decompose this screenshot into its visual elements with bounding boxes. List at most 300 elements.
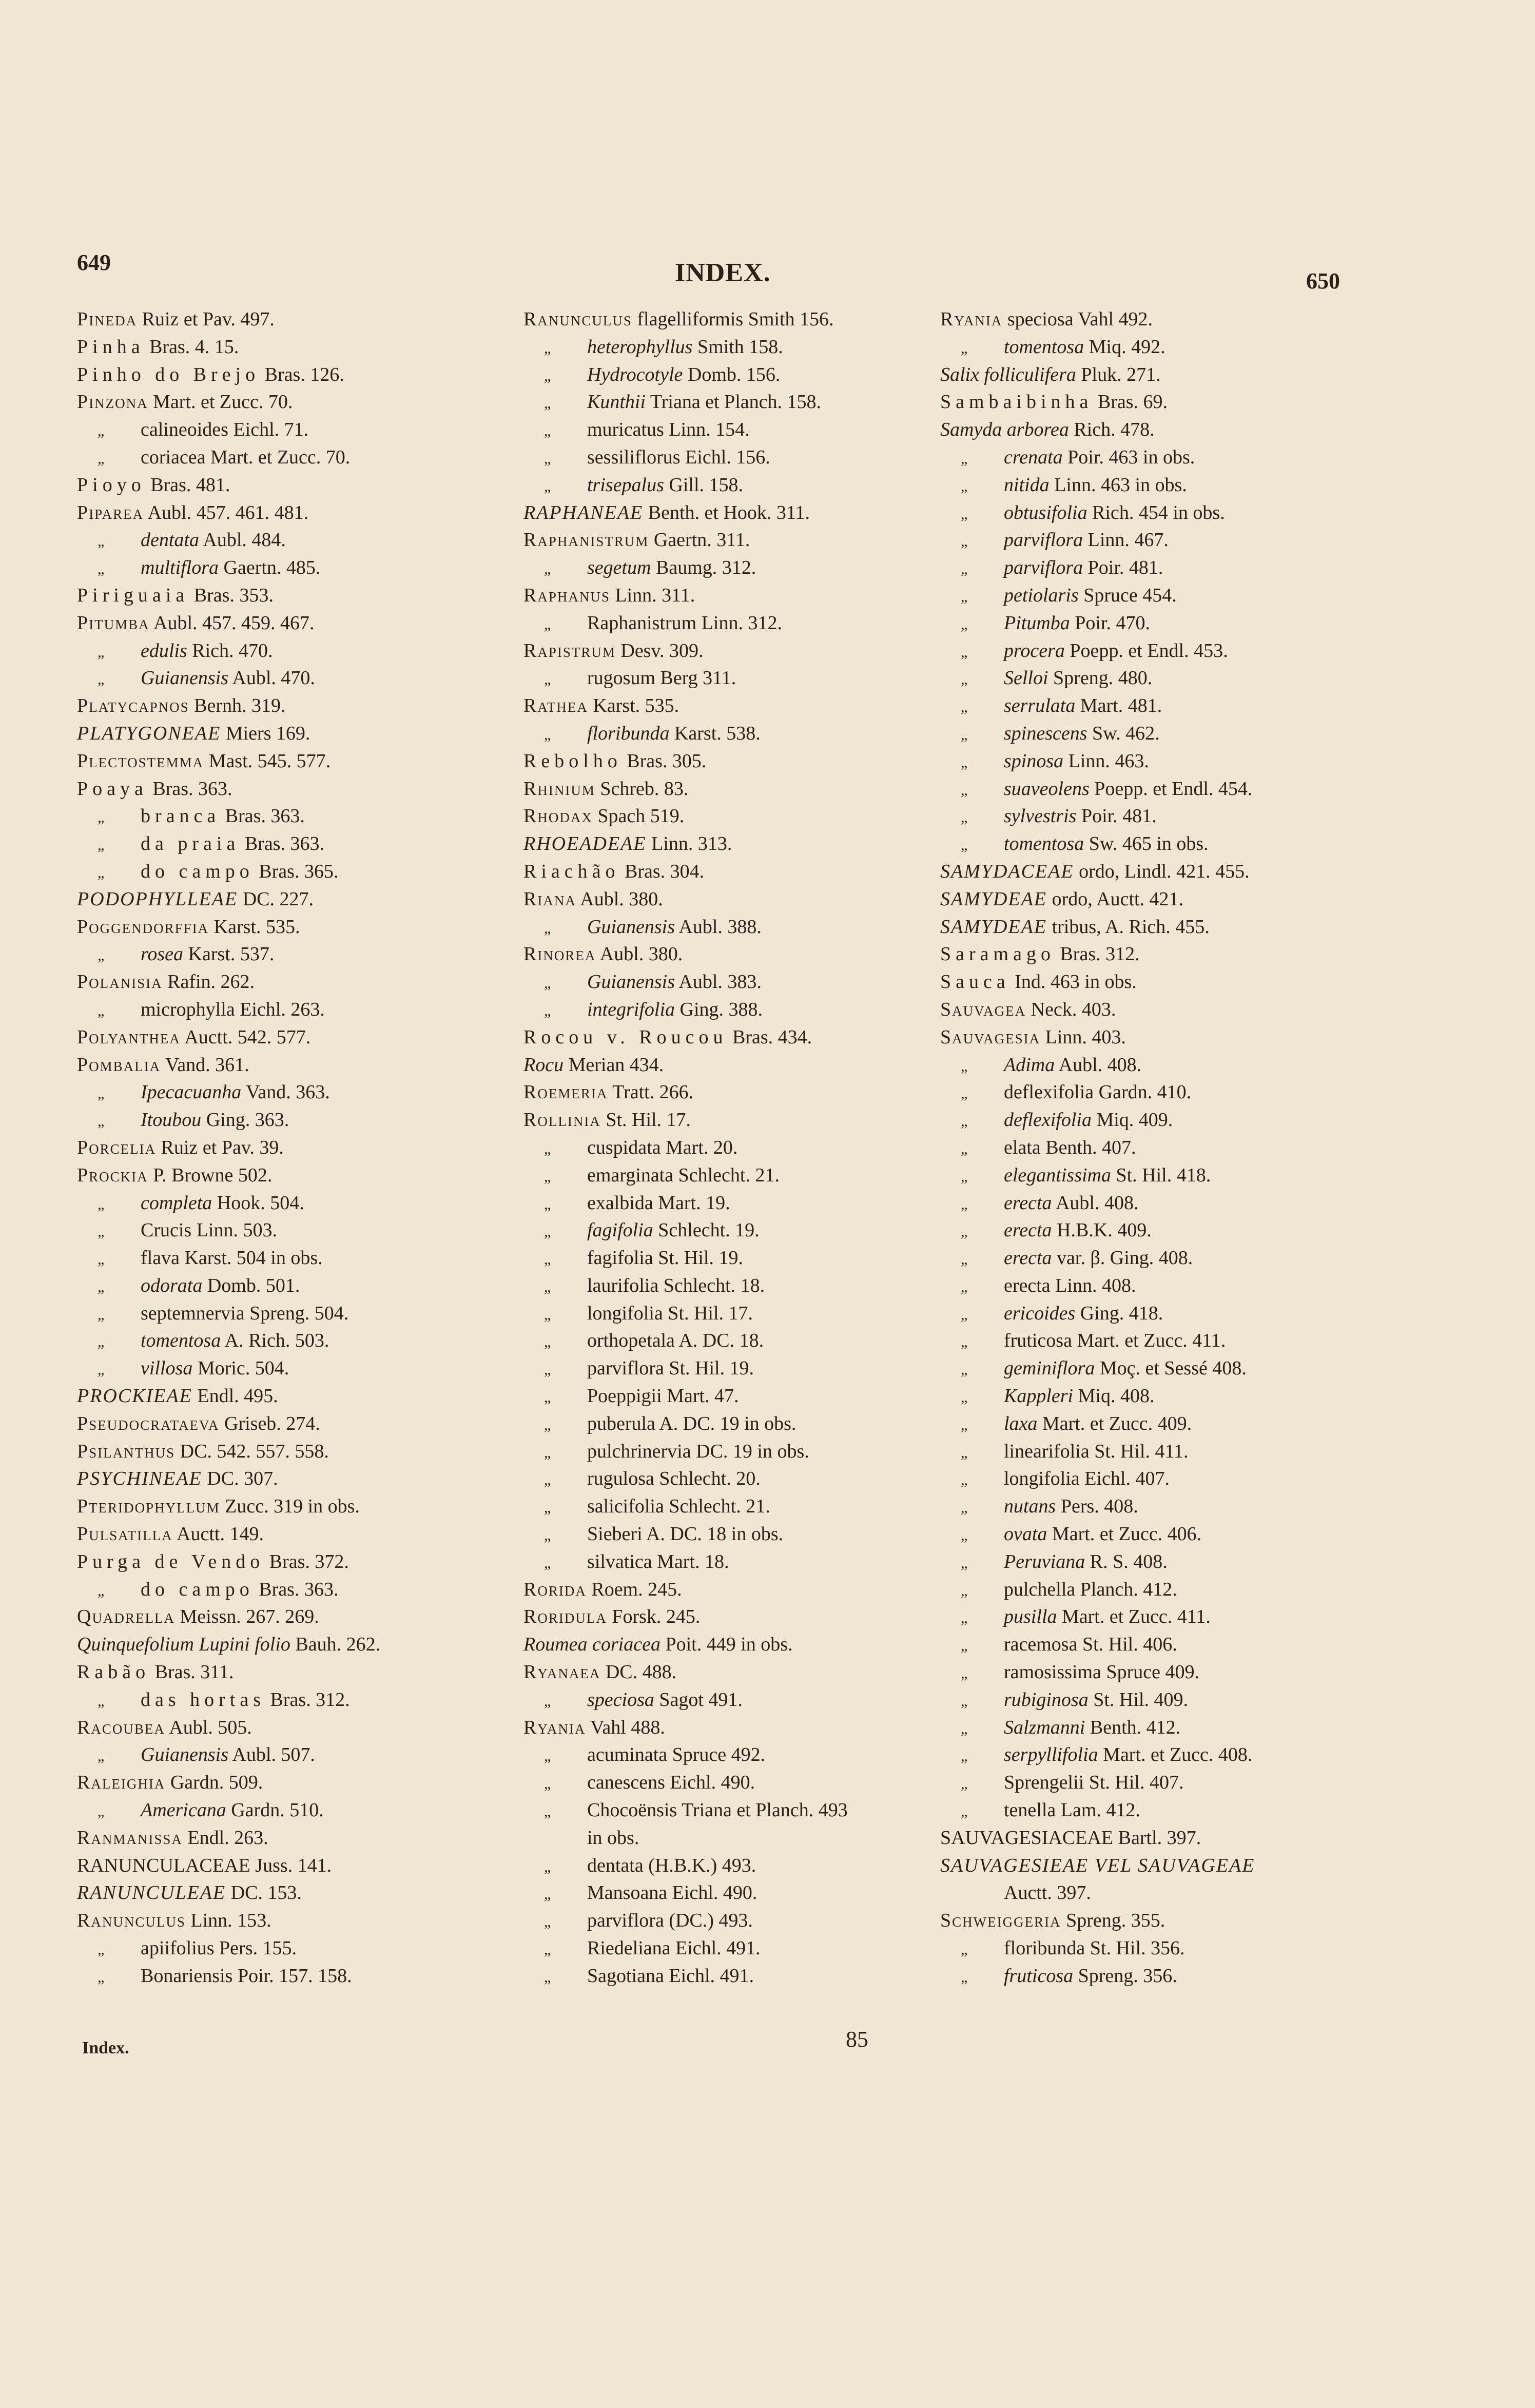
entry-reference: Gaertn. 485. — [223, 557, 321, 579]
index-entry — [523, 1024, 985, 1052]
index-entry — [77, 775, 539, 803]
entry-name: rugosum — [587, 667, 655, 689]
index-entry — [523, 830, 985, 858]
entry-reference: P. Browne 502. — [153, 1164, 273, 1186]
entry-name: Guianensis — [141, 1744, 228, 1766]
entry-name: elata — [1004, 1136, 1041, 1158]
index-entry — [523, 444, 985, 472]
index-entry — [523, 1714, 985, 1742]
entry-name: Pinha — [77, 336, 145, 358]
entry-name: erecta — [1004, 1192, 1052, 1214]
index-entry — [523, 968, 985, 996]
index-entry — [77, 1134, 539, 1162]
ditto-mark: „ — [544, 1941, 551, 1958]
ditto-mark: „ — [961, 698, 968, 716]
entry-reference: Aubl. 484. — [203, 529, 286, 551]
index-entry — [77, 692, 539, 720]
entry-name: Sieberi — [587, 1523, 643, 1545]
ditto-mark: „ — [98, 1692, 105, 1710]
index-entry — [523, 1659, 985, 1686]
index-entry — [523, 1217, 985, 1245]
entry-reference: Bras. 305. — [627, 750, 707, 772]
index-entry — [523, 914, 985, 941]
entry-name: multiflora — [141, 557, 219, 579]
ditto-mark: „ — [544, 1747, 551, 1765]
ditto-mark: „ — [961, 588, 968, 605]
index-entry — [940, 830, 1402, 858]
ditto-mark: „ — [544, 615, 551, 633]
index-entry — [523, 1493, 985, 1521]
ditto-mark: „ — [961, 1692, 968, 1710]
entry-reference: Bras. 69. — [1097, 391, 1168, 413]
entry-name: Roridula — [523, 1606, 607, 1628]
index-entry — [940, 1521, 1402, 1548]
ditto-mark: „ — [544, 1333, 551, 1351]
entry-reference: Triana et Planch. 493 — [682, 1799, 848, 1821]
entry-reference: A. Rich. 503. — [224, 1330, 329, 1352]
entry-reference: Linn. 503. — [196, 1219, 277, 1241]
ditto-mark: „ — [98, 671, 105, 688]
entry-name: parviflora — [587, 1357, 664, 1380]
entry-reference: Eichl. 491. — [669, 1965, 754, 1987]
entry-reference: St. Hil. 356. — [1090, 1937, 1185, 1959]
index-entry — [940, 1493, 1402, 1521]
index-entry — [940, 416, 1402, 444]
index-entry — [523, 1631, 985, 1659]
index-entry — [940, 554, 1402, 582]
index-entry — [77, 665, 539, 692]
entry-name: Rocu — [523, 1054, 564, 1076]
entry-reference: Eichl. 490. — [670, 1772, 755, 1794]
ditto-mark: „ — [98, 1278, 105, 1295]
index-entry — [77, 1245, 539, 1272]
index-entry — [940, 1797, 1402, 1824]
entry-reference: Poir. 481. — [1081, 805, 1157, 827]
entry-reference: Miq. 409. — [1096, 1109, 1173, 1131]
index-entry — [77, 1879, 539, 1907]
entry-reference: Juss. 141. — [255, 1854, 332, 1876]
index-entry — [77, 334, 539, 361]
ditto-mark: „ — [98, 560, 105, 578]
index-entry — [77, 444, 539, 472]
entry-reference: Spruce 492. — [672, 1744, 766, 1766]
index-entry — [77, 803, 539, 830]
entry-reference: Bartl. 397. — [1118, 1827, 1201, 1849]
entry-reference: Mart. 19. — [658, 1192, 730, 1214]
entry-reference: St. Hil. 409. — [1093, 1688, 1188, 1711]
entry-name: Ryania — [523, 1716, 586, 1738]
ditto-mark: „ — [544, 1361, 551, 1378]
index-entry — [523, 610, 985, 637]
index-entry — [940, 665, 1402, 692]
ditto-mark: „ — [98, 947, 105, 964]
ditto-mark: „ — [544, 1223, 551, 1240]
index-entry — [77, 1272, 539, 1300]
index-entry — [523, 1079, 985, 1106]
index-entry — [77, 1024, 539, 1052]
entry-reference: Roem. 245. — [591, 1578, 682, 1600]
index-entry — [77, 858, 539, 886]
index-entry — [523, 416, 985, 444]
entry-reference: Aubl. 457. 459. 467. — [153, 612, 315, 634]
entry-name: Samyda arborea — [940, 419, 1069, 441]
entry-reference: tribus, A. Rich. 455. — [1052, 916, 1210, 938]
ditto-mark: „ — [98, 450, 105, 467]
ditto-mark: „ — [961, 1057, 968, 1075]
entry-name: Mansoana — [587, 1882, 668, 1904]
entry-name: obtusifolia — [1004, 501, 1087, 523]
index-entry — [523, 748, 985, 775]
ditto-mark: „ — [961, 1361, 968, 1378]
index-entry — [523, 554, 985, 582]
entry-name: apiifolius — [141, 1937, 215, 1959]
index-entry — [77, 416, 539, 444]
index-entry — [940, 1438, 1402, 1466]
ditto-mark: „ — [544, 1389, 551, 1406]
entry-name: Psilanthus — [77, 1440, 176, 1462]
index-entry — [523, 637, 985, 665]
index-entry — [77, 996, 539, 1024]
entry-name: Rollinia — [523, 1109, 601, 1131]
entry-name: dentata — [587, 1854, 644, 1876]
ditto-mark: „ — [544, 1886, 551, 1903]
entry-name: Pseudocrataeva — [77, 1412, 220, 1434]
index-entry — [940, 1631, 1402, 1659]
entry-name: floribunda — [587, 722, 670, 744]
ditto-mark: „ — [544, 1775, 551, 1793]
index-entry — [77, 1852, 539, 1880]
entry-name: Pinzona — [77, 391, 148, 413]
ditto-mark: „ — [98, 1113, 105, 1130]
entry-name: Guianensis — [587, 971, 675, 993]
entry-name: Raleighia — [77, 1772, 166, 1794]
entry-name: Sauvagea — [940, 998, 1026, 1020]
entry-name: tenella — [1004, 1799, 1056, 1821]
entry-reference: Bras. 311. — [154, 1661, 234, 1683]
entry-reference: Mart. et Zucc. 70. — [210, 446, 351, 468]
index-entry — [77, 1410, 539, 1438]
entry-name: SAMYDACEAE — [940, 860, 1074, 882]
entry-name: erecta — [1004, 1274, 1051, 1296]
ditto-mark: „ — [544, 1527, 551, 1544]
entry-reference: Bras. 363. — [244, 833, 324, 855]
index-entry — [523, 996, 985, 1024]
ditto-mark: „ — [961, 1720, 968, 1737]
index-entry — [940, 1245, 1402, 1272]
entry-name: RAPHANEAE — [523, 501, 644, 523]
entry-name: RANUNCULACEAE — [77, 1854, 250, 1876]
entry-reference: Aubl. 380. — [580, 888, 663, 910]
entry-reference: Linn. 312. — [701, 612, 782, 634]
entry-name: petiolaris — [1004, 584, 1079, 606]
entry-name: canescens — [587, 1772, 665, 1794]
ditto-mark: „ — [544, 1278, 551, 1295]
entry-name: Raphanistrum — [587, 612, 697, 634]
entry-name: RHOEADEAE — [523, 833, 647, 855]
ditto-mark: „ — [961, 726, 968, 743]
index-entry — [523, 886, 985, 914]
index-entry — [523, 499, 985, 527]
entry-reference: Linn. 313. — [651, 833, 732, 855]
index-entry — [523, 1355, 985, 1383]
entry-reference: Meissn. 267. 269. — [180, 1606, 319, 1628]
index-entry — [77, 914, 539, 941]
index-entry — [77, 830, 539, 858]
entry-reference: Smith 158. — [697, 336, 783, 358]
index-entry — [77, 1052, 539, 1079]
index-entry — [523, 692, 985, 720]
entry-name: linearifolia — [1004, 1440, 1090, 1462]
entry-reference: Bras. 363. — [259, 1578, 339, 1600]
entry-name: Poaya — [77, 778, 148, 800]
entry-reference: Endl. 495. — [197, 1385, 278, 1407]
ditto-mark: „ — [544, 919, 551, 937]
ditto-mark: „ — [961, 1333, 968, 1351]
entry-reference: Schlecht. 21. — [669, 1496, 770, 1518]
ditto-mark: „ — [544, 1306, 551, 1323]
entry-name: Rabão — [77, 1661, 150, 1683]
entry-name: parviflora — [1004, 529, 1083, 551]
entry-reference: Schlecht. 21. — [678, 1164, 780, 1186]
ditto-mark: „ — [961, 1168, 968, 1185]
ditto-mark: „ — [961, 450, 968, 467]
entry-reference: speciosa Vahl 492. — [1007, 308, 1153, 330]
index-column-1 — [77, 306, 539, 1990]
entry-name: racemosa — [1004, 1634, 1078, 1656]
ditto-mark: „ — [544, 726, 551, 743]
entry-reference: Bras. 363. — [152, 778, 232, 800]
entry-name: PSYCHINEAE — [77, 1468, 202, 1490]
entry-reference: DC. 542. 557. 558. — [180, 1440, 329, 1462]
entry-reference: Vahl 488. — [590, 1716, 665, 1738]
index-entry — [940, 858, 1402, 886]
entry-name: laxa — [1004, 1412, 1038, 1434]
ditto-mark: „ — [961, 339, 968, 357]
entry-reference: Mart. et Zucc. 406. — [1052, 1523, 1202, 1545]
index-entry — [523, 527, 985, 554]
ditto-mark: „ — [98, 1223, 105, 1240]
entry-name: geminiflora — [1004, 1357, 1095, 1380]
index-entry — [940, 968, 1402, 996]
ditto-mark: „ — [544, 1140, 551, 1157]
entry-name: edulis — [141, 639, 187, 662]
index-entry — [940, 1879, 1402, 1907]
entry-reference: Spreng. 504. — [249, 1302, 349, 1324]
entry-reference: Karst. 504 in obs. — [184, 1247, 323, 1269]
index-entry — [77, 1355, 539, 1383]
entry-reference: Auctt. 542. 577. — [184, 1026, 311, 1048]
entry-name: Sprengelii — [1004, 1772, 1084, 1794]
entry-reference: Bras. 312. — [270, 1688, 350, 1711]
entry-reference: Schlecht. 18. — [663, 1274, 765, 1296]
index-entry — [77, 554, 539, 582]
ditto-mark: „ — [98, 643, 105, 661]
entry-reference: Bras. 312. — [1060, 943, 1140, 965]
index-entry — [940, 1190, 1402, 1217]
index-entry — [77, 1493, 539, 1521]
index-entry — [77, 1603, 539, 1631]
entry-reference: Sw. 462. — [1092, 722, 1160, 744]
entry-reference: Mart. 481. — [1080, 695, 1162, 717]
index-entry — [940, 1824, 1402, 1852]
ditto-mark: „ — [544, 1168, 551, 1185]
ditto-mark: „ — [544, 1803, 551, 1820]
entry-name: Bonariensis — [141, 1965, 233, 1987]
ditto-mark: „ — [544, 422, 551, 440]
entry-name: pusilla — [1004, 1606, 1057, 1628]
entry-reference: Linn. 467. — [1087, 529, 1169, 551]
entry-reference: Schreb. 83. — [600, 778, 689, 800]
ditto-mark: „ — [544, 450, 551, 467]
entry-name: completa — [141, 1192, 212, 1214]
entry-name: Guianensis — [141, 667, 228, 689]
ditto-mark: „ — [544, 975, 551, 992]
entry-name: Rhodax — [523, 805, 593, 827]
index-entry — [940, 914, 1402, 941]
index-entry — [77, 968, 539, 996]
index-entry — [523, 1272, 985, 1300]
entry-name: Poeppigii — [587, 1385, 662, 1407]
entry-reference: Baumg. 312. — [656, 557, 756, 579]
ditto-mark: „ — [98, 1306, 105, 1323]
entry-reference: Mart. et Zucc. 70. — [153, 391, 293, 413]
index-entry — [77, 1824, 539, 1852]
entry-reference: Eichl. 156. — [685, 446, 770, 468]
entry-reference: Ruiz et Pav. 497. — [142, 308, 275, 330]
index-entry — [523, 1052, 985, 1079]
entry-reference: Bras. 372. — [269, 1550, 349, 1572]
entry-name: SAUVAGESIEAE VEL SAUVAGEAE — [940, 1854, 1255, 1876]
ditto-mark: „ — [961, 1140, 968, 1157]
entry-name: SAMYDEAE — [940, 888, 1047, 910]
entry-reference: Poepp. et Endl. 454. — [1094, 778, 1253, 800]
index-entry — [523, 1106, 985, 1134]
ditto-mark: „ — [544, 395, 551, 412]
entry-name: parviflora — [587, 1910, 664, 1932]
entry-reference: Spruce 409. — [1106, 1661, 1200, 1683]
ditto-mark: „ — [544, 1444, 551, 1461]
index-entry — [940, 1963, 1402, 1990]
index-entry — [77, 1631, 539, 1659]
entry-reference: St. Hil. 411. — [1094, 1440, 1189, 1462]
entry-name: Schweiggeria — [940, 1910, 1061, 1932]
entry-name: deflexifolia — [1004, 1081, 1094, 1103]
index-entry — [940, 1686, 1402, 1714]
entry-name: Ranmanissa — [77, 1827, 183, 1849]
entry-reference: Mart. 20. — [666, 1136, 738, 1158]
index-column-2 — [523, 306, 985, 1990]
index-entry — [940, 941, 1402, 968]
ditto-mark: „ — [961, 1775, 968, 1793]
entry-name: Quinquefolium Lupini folio — [77, 1634, 290, 1656]
index-entry — [940, 1134, 1402, 1162]
page-number-right: 650 — [1306, 268, 1340, 294]
index-entry — [523, 720, 985, 748]
index-entry — [77, 389, 539, 416]
entry-reference: (H.B.K.) 493. — [648, 1854, 756, 1876]
index-entry — [523, 1797, 985, 1824]
entry-name: Ipecacuanha — [141, 1081, 242, 1103]
entry-name: Ryania — [940, 308, 1003, 330]
index-entry — [77, 1935, 539, 1963]
index-entry — [940, 1355, 1402, 1383]
entry-reference: DC. 488. — [605, 1661, 677, 1683]
entry-reference: Poir. 481. — [1087, 557, 1163, 579]
ditto-mark: „ — [98, 837, 105, 854]
entry-reference: Bauh. 262. — [295, 1634, 381, 1656]
index-entry — [523, 1824, 985, 1852]
entry-name: Itoubou — [141, 1109, 202, 1131]
entry-name: sylvestris — [1004, 805, 1077, 827]
entry-name: Riachão — [523, 860, 620, 882]
ditto-mark: „ — [961, 1582, 968, 1599]
entry-reference: Spreng. 356. — [1078, 1965, 1177, 1987]
index-entry — [523, 1963, 985, 1990]
ditto-mark: „ — [98, 1747, 105, 1765]
entry-reference: Mart. 47. — [667, 1385, 739, 1407]
entry-name: Roemeria — [523, 1081, 608, 1103]
ditto-mark: „ — [544, 1471, 551, 1489]
ditto-mark: „ — [544, 339, 551, 357]
page-number-left: 649 — [77, 250, 111, 275]
entry-name: Sambaibinha — [940, 391, 1093, 413]
entry-reference: Schlecht. 20. — [659, 1468, 761, 1490]
index-entry — [523, 1852, 985, 1880]
entry-name: elegantissima — [1004, 1164, 1111, 1186]
sheet-number: 85 — [846, 2027, 868, 2052]
index-entry — [940, 1769, 1402, 1797]
entry-reference: St. Hil. 17. — [606, 1109, 691, 1131]
entry-reference: Bras. 363. — [225, 805, 305, 827]
entry-reference: Bras. 4. 15. — [149, 336, 239, 358]
entry-name: fagifolia — [587, 1219, 653, 1241]
entry-reference: H.B.K. 409. — [1057, 1219, 1152, 1241]
entry-name: PROCKIEAE — [77, 1385, 192, 1407]
entry-name: rosea — [141, 943, 184, 965]
entry-name: Selloi — [1004, 667, 1048, 689]
entry-reference: Neck. 403. — [1031, 998, 1116, 1020]
entry-name: Raphanistrum — [523, 529, 649, 551]
ditto-mark: „ — [98, 1195, 105, 1213]
entry-name: tomentosa — [1004, 833, 1084, 855]
ditto-mark: „ — [961, 1609, 968, 1627]
entry-reference: Ging. 388. — [679, 998, 763, 1020]
ditto-mark: „ — [98, 1251, 105, 1268]
entry-name: Poggendorffia — [77, 916, 209, 938]
index-entry — [940, 1935, 1402, 1963]
index-entry — [77, 527, 539, 554]
index-entry — [940, 1741, 1402, 1769]
index-entry — [523, 1907, 985, 1935]
index-entry — [77, 1162, 539, 1190]
index-entry — [523, 306, 985, 334]
ditto-mark: „ — [961, 1527, 968, 1544]
entry-reference: Triana et Planch. 158. — [650, 391, 822, 413]
entry-reference: Linn. 154. — [669, 419, 750, 441]
entry-reference: Mart. 18. — [657, 1550, 729, 1572]
entry-reference: Rafin. 262. — [167, 971, 255, 993]
entry-reference: ordo, Lindl. 421. 455. — [1079, 860, 1250, 882]
entry-name: coriacea — [141, 446, 206, 468]
entry-reference: Desv. 309. — [620, 639, 704, 662]
entry-name: da praia — [141, 833, 240, 855]
entry-reference: Pers. 155. — [219, 1937, 297, 1959]
index-entry — [940, 306, 1402, 334]
entry-reference: Bras. 365. — [259, 860, 339, 882]
entry-name: parviflora — [1004, 557, 1083, 579]
entry-reference: Eichl. 490. — [672, 1882, 757, 1904]
ditto-mark: „ — [98, 422, 105, 440]
